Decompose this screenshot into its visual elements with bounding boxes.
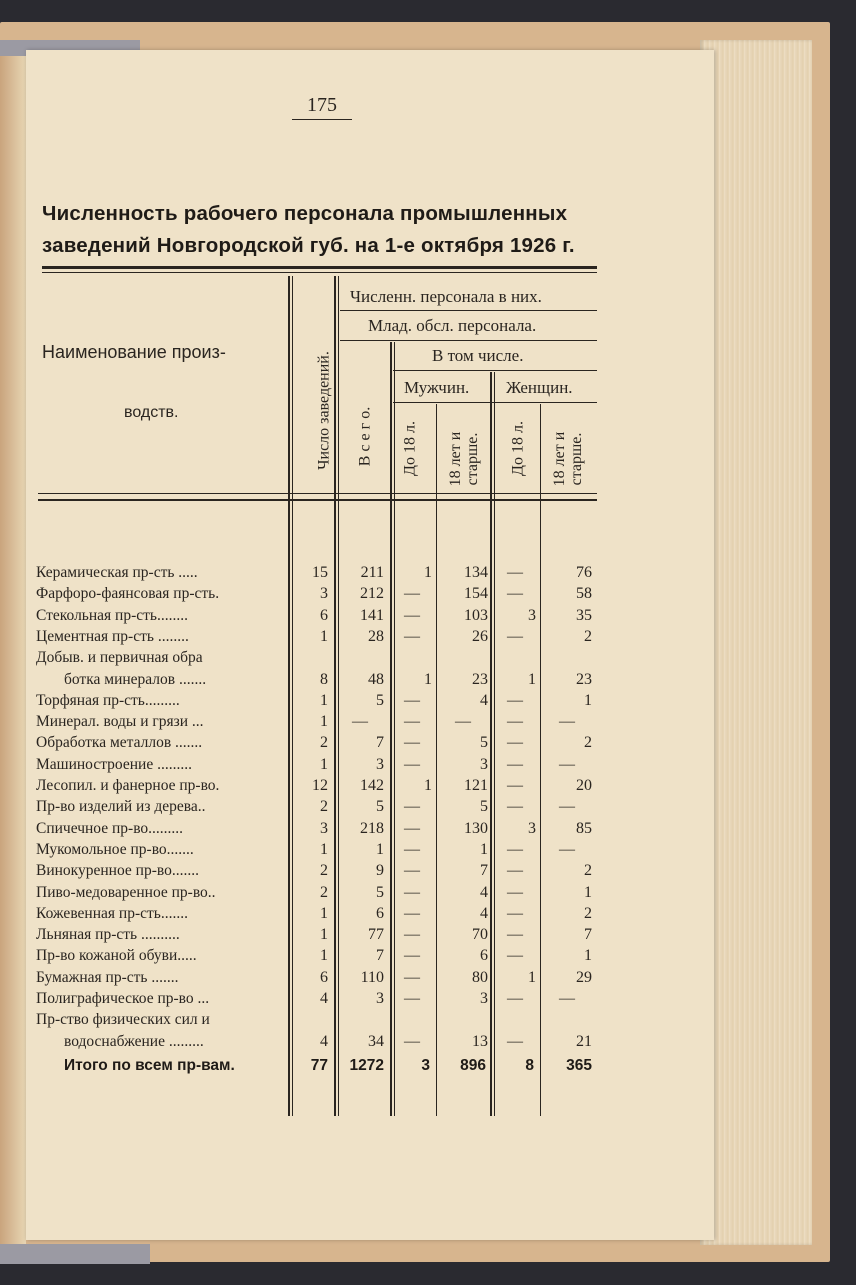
cell-women-under18: — [507, 990, 523, 1007]
cell-count: 6 [320, 606, 328, 624]
cell-total: 77 [368, 926, 384, 944]
cell-total: 218 [360, 819, 384, 837]
cell-women-over18: 1 [584, 883, 592, 901]
cell-total: 3 [376, 755, 384, 773]
cell-total: 142 [360, 777, 384, 794]
cell-men-over18: — [455, 713, 471, 731]
cell-women-under18: 3 [528, 606, 536, 624]
cell-men-over18: 6 [480, 947, 488, 965]
cell-count: 1 [320, 713, 328, 731]
cell-total: 34 [368, 1032, 384, 1050]
spine-ribbon [0, 1244, 150, 1264]
cell-women-under18: — [507, 840, 523, 858]
header-in-number: В том числе. [432, 346, 524, 365]
cell-women-under18: — [507, 713, 523, 731]
cell-count: 3 [320, 585, 328, 603]
total-men-over18: 896 [460, 1057, 486, 1074]
cell-women-over18: 58 [576, 585, 592, 603]
cell-women-over18: 29 [576, 968, 592, 986]
row-name: Бумажная пр-сть ....... [36, 968, 179, 986]
column-rule [490, 372, 492, 1116]
cell-men-under18: — [404, 883, 420, 901]
cell-women-under18: — [507, 1032, 523, 1050]
cell-men-under18: — [404, 798, 420, 816]
cell-total: 212 [360, 585, 384, 603]
cell-count: 2 [320, 798, 328, 816]
total-men-under18: 3 [421, 1057, 430, 1074]
header-bottom-rule [38, 493, 597, 494]
cell-women-under18: — [507, 883, 523, 901]
cell-count: 3 [320, 819, 328, 837]
row-name: Минерал. воды и грязи ... [36, 713, 204, 731]
cell-total: 141 [360, 606, 384, 624]
cell-men-over18: 1 [480, 840, 488, 858]
cell-count: 1 [320, 904, 328, 922]
cell-men-under18: — [404, 606, 420, 624]
row-name: Добыв. и первичная обра [36, 649, 203, 667]
header-name-col: водств. [124, 404, 179, 421]
page-number: 175 [292, 94, 352, 120]
row-name: Пр-во кожаной обуви..... [36, 947, 197, 965]
cell-total: 9 [376, 862, 384, 880]
cell-women-under18: 3 [528, 819, 536, 837]
cell-men-over18: 80 [472, 968, 488, 986]
cell-total: 110 [360, 968, 384, 986]
cell-women-over18: 2 [584, 904, 592, 922]
row-name: Машиностроение ......... [36, 755, 192, 773]
header-group-top: Численн. персонала в них. [350, 287, 542, 306]
cell-men-over18: 134 [464, 564, 488, 581]
cell-men-under18: 1 [424, 777, 432, 794]
row-name: Льняная пр-сть .......... [36, 926, 180, 944]
header-women: Женщин. [506, 378, 573, 397]
row-name: водоснабжение ......... [64, 1032, 204, 1050]
cell-women-under18: — [507, 734, 523, 752]
cell-women-under18: 1 [528, 670, 536, 688]
cell-women-over18: 7 [584, 926, 592, 944]
column-rule [540, 404, 541, 1116]
header-count-col: Число заведений. [315, 351, 333, 470]
cell-men-under18: — [404, 990, 420, 1007]
cell-count: 4 [320, 990, 328, 1007]
cell-total: 6 [376, 904, 384, 922]
cell-count: 15 [312, 564, 328, 581]
cell-men-over18: 5 [480, 734, 488, 752]
row-name: Винокуренное пр-во....... [36, 862, 199, 880]
cell-men-under18: — [404, 755, 420, 773]
cell-total: 28 [368, 627, 384, 645]
row-name: Торфяная пр-сть......... [36, 691, 180, 709]
header-rule [340, 340, 597, 341]
row-name: Пр-ство физических сил и [36, 1011, 210, 1029]
cell-women-under18: — [507, 777, 523, 794]
cell-men-over18: 13 [472, 1032, 488, 1050]
cell-women-under18: — [507, 691, 523, 709]
cell-men-under18: — [404, 1032, 420, 1050]
cell-total: 1 [376, 840, 384, 858]
cell-men-over18: 4 [480, 691, 488, 709]
row-name: Мукомольное пр-во....... [36, 840, 194, 858]
cell-count: 12 [312, 777, 328, 794]
cell-men-over18: 130 [464, 819, 488, 837]
cell-total: 7 [376, 947, 384, 965]
header-group-sub: Млад. обсл. персонала. [368, 316, 537, 335]
table-top-rule [42, 272, 597, 273]
cell-count: 8 [320, 670, 328, 688]
cell-women-under18: — [507, 755, 523, 773]
cell-men-under18: — [404, 819, 420, 837]
cell-total: — [352, 713, 368, 731]
header-rule [393, 402, 597, 403]
cell-women-over18: 1 [584, 691, 592, 709]
cell-men-under18: — [404, 627, 420, 645]
cell-men-under18: — [404, 904, 420, 922]
row-name: Пиво-медоваренное пр-во.. [36, 883, 216, 901]
cell-count: 1 [320, 926, 328, 944]
cell-women-over18: — [559, 798, 575, 816]
cell-women-under18: — [507, 947, 523, 965]
cell-men-under18: — [404, 926, 420, 944]
cell-women-over18: 2 [584, 627, 592, 645]
cell-men-over18: 5 [480, 798, 488, 816]
header-men-over18: 18 лет и старше. [447, 431, 481, 487]
cell-count: 1 [320, 755, 328, 773]
cell-men-under18: — [404, 840, 420, 858]
page-stack-edges [700, 40, 812, 1245]
cell-men-under18: — [404, 862, 420, 880]
cell-men-over18: 4 [480, 883, 488, 901]
column-rule [436, 404, 437, 1116]
cell-women-under18: — [507, 585, 523, 603]
row-name: Стекольная пр-сть........ [36, 606, 188, 624]
cell-women-over18: — [559, 990, 575, 1007]
cell-women-under18: — [507, 798, 523, 816]
cell-total: 5 [376, 691, 384, 709]
cell-men-under18: — [404, 734, 420, 752]
header-rule [393, 370, 597, 371]
cell-total: 48 [368, 670, 384, 688]
header-total-col: В с е г о. [356, 406, 374, 467]
row-name: Пр-во изделий из дерева.. [36, 798, 206, 816]
header-bottom-rule [38, 499, 597, 501]
cell-women-under18: — [507, 926, 523, 944]
total-count: 77 [310, 1057, 328, 1074]
row-name: Обработка металлов ....... [36, 734, 203, 752]
cell-men-under18: — [404, 968, 420, 986]
cell-count: 4 [320, 1032, 328, 1050]
cell-men-under18: 1 [424, 564, 432, 581]
cell-total: 7 [376, 734, 384, 752]
cell-men-over18: 7 [480, 862, 488, 880]
cell-men-over18: 4 [480, 904, 488, 922]
cell-count: 1 [320, 627, 328, 645]
total-women-under18: 8 [525, 1057, 534, 1074]
cell-women-over18: 20 [576, 777, 592, 794]
cell-women-under18: — [507, 862, 523, 880]
header-rule [340, 310, 597, 311]
header-men: Мужчин. [404, 378, 470, 397]
header-men-under18: До 18 л. [401, 421, 419, 476]
cell-men-over18: 3 [480, 755, 488, 773]
cell-men-under18: 1 [424, 670, 432, 688]
cell-women-over18: 2 [584, 862, 592, 880]
row-name: Спичечное пр-во......... [36, 819, 184, 837]
row-name: Цементная пр-сть ........ [36, 627, 189, 645]
cell-men-over18: 70 [472, 926, 488, 944]
cell-women-over18: — [559, 840, 575, 858]
cell-total: 211 [360, 564, 384, 581]
total-row-label: Итого по всем пр-вам. [64, 1057, 235, 1074]
total-all: 1272 [349, 1057, 384, 1074]
cell-count: 1 [320, 691, 328, 709]
row-name: Лесопил. и фанерное пр-во. [36, 777, 220, 794]
cell-women-over18: 35 [576, 606, 592, 624]
cell-women-over18: 2 [584, 734, 592, 752]
cell-men-over18: 3 [480, 990, 488, 1007]
cell-men-under18: — [404, 947, 420, 965]
cell-women-over18: 85 [576, 819, 592, 837]
cell-women-over18: — [559, 713, 575, 731]
cell-women-over18: 1 [584, 947, 592, 965]
row-name: Фарфоро-фаянсовая пр-сть. [36, 585, 220, 603]
cell-women-over18: — [559, 755, 575, 773]
table-title: Численность рабочего персонала промышленных заведений Новгородской губ. на 1-е октября 1926 г. [42, 202, 575, 257]
cell-count: 2 [320, 862, 328, 880]
cell-total: 5 [376, 798, 384, 816]
cell-total: 3 [376, 990, 384, 1007]
header-women-over18: 18 лет и старше. [551, 431, 585, 487]
row-name: ботка минералов ....... [64, 670, 207, 688]
cell-men-under18: — [404, 713, 420, 731]
cell-men-under18: — [404, 691, 420, 709]
cell-women-over18: 23 [576, 670, 592, 688]
cell-men-over18: 26 [472, 627, 488, 645]
cell-women-under18: — [507, 904, 523, 922]
cell-women-under18: — [507, 564, 523, 581]
cell-count: 6 [320, 968, 328, 986]
cell-men-over18: 154 [464, 585, 488, 603]
cell-men-over18: 23 [472, 670, 488, 688]
cell-women-over18: 21 [576, 1032, 592, 1050]
header-women-under18: До 18 л. [509, 421, 527, 476]
cell-men-over18: 103 [464, 606, 488, 624]
row-name: Керамическая пр-сть ..... [36, 564, 198, 581]
cell-men-under18: — [404, 585, 420, 603]
facing-page-edge [0, 55, 26, 1245]
cell-women-under18: 1 [528, 968, 536, 986]
cell-women-under18: — [507, 627, 523, 645]
cell-count: 1 [320, 947, 328, 965]
row-name: Кожевенная пр-сть....... [36, 904, 188, 922]
cell-count: 2 [320, 883, 328, 901]
row-name: Полиграфическое пр-во ... [36, 990, 210, 1007]
cell-women-over18: 76 [576, 564, 592, 581]
header-name-col: Наименование произ- [42, 342, 226, 362]
cell-count: 1 [320, 840, 328, 858]
total-women-over18: 365 [566, 1057, 592, 1074]
cell-total: 5 [376, 883, 384, 901]
cell-count: 2 [320, 734, 328, 752]
cell-men-over18: 121 [464, 777, 488, 794]
table-top-rule [42, 266, 597, 269]
